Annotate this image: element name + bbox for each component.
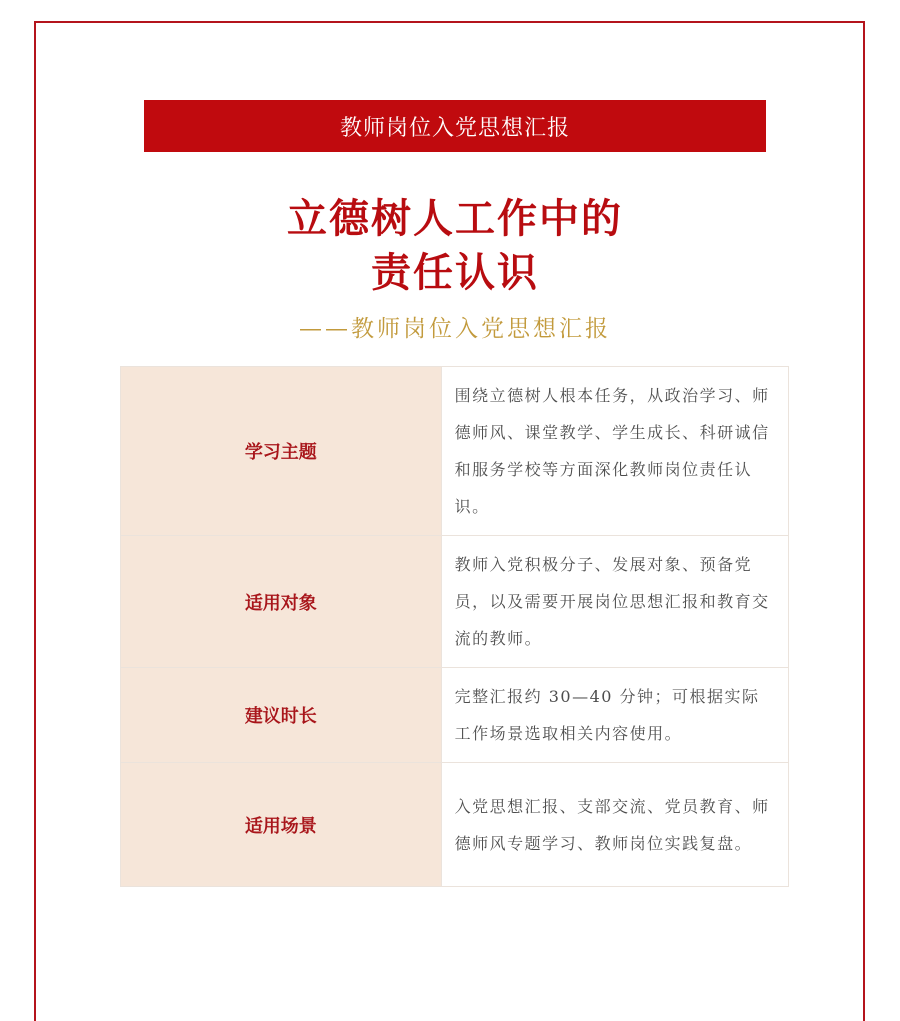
header-banner — [144, 100, 766, 152]
title-line-1: 立德树人工作中的 — [287, 195, 623, 242]
page-title — [144, 192, 766, 300]
row-value-duration: 完整汇报约 30—40 分钟；可根据实际工作场景选取相关内容使用。 — [441, 668, 788, 763]
row-label-topic: 学习主题 — [121, 367, 442, 536]
page-subtitle: ——教师岗位入党思想汇报 — [299, 316, 611, 342]
banner-text: 教师岗位入党思想汇报 — [339, 115, 570, 141]
row-label-audience: 适用对象 — [121, 536, 442, 668]
row-label-duration: 建议时长 — [121, 668, 442, 763]
table-row — [121, 763, 789, 887]
row-value-topic: 围绕立德树人根本任务，从政治学习、师德师风、课堂教学、学生成长、科研诚信和服务学校等方面深化教师岗位责任认识。 — [441, 367, 788, 536]
table-row — [121, 367, 789, 536]
title-line-2: 责任认识 — [371, 249, 539, 296]
row-value-audience: 教师入党积极分子、发展对象、预备党员，以及需要开展岗位思想汇报和教育交流的教师。 — [441, 536, 788, 668]
info-table — [120, 366, 789, 887]
row-value-scenario: 入党思想汇报、支部交流、党员教育、师德师风专题学习、教师岗位实践复盘。 — [441, 763, 788, 887]
row-label-scenario: 适用场景 — [121, 763, 442, 887]
table-row — [121, 668, 789, 763]
table-row — [121, 536, 789, 668]
